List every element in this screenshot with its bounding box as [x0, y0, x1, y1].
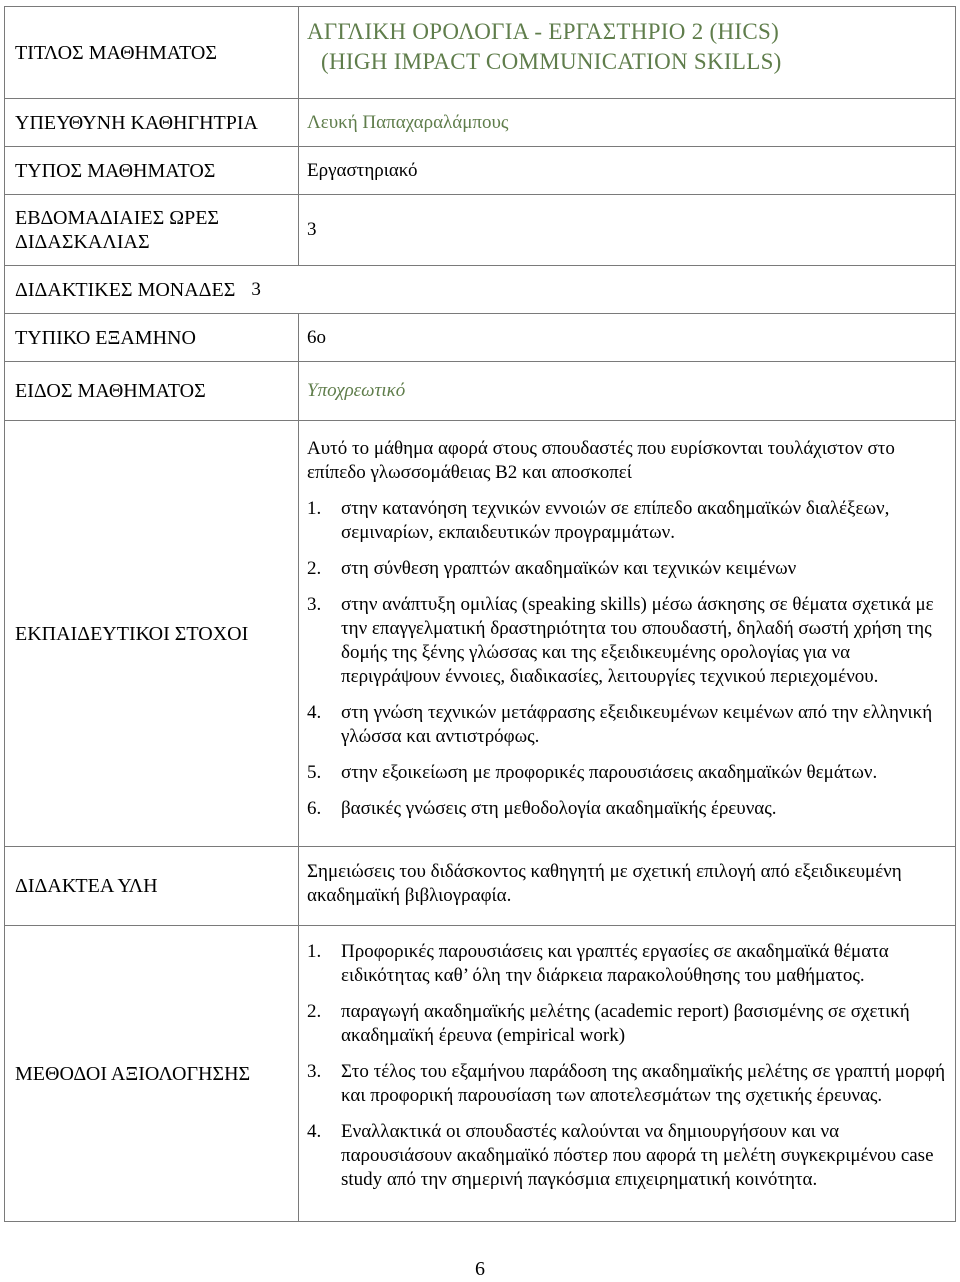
- row-course-kind: [4, 362, 956, 421]
- course-type-value: Εργαστηριακό: [298, 147, 956, 194]
- list-item-text: Στο τέλος του εξαμήνου παράδοση της ακαδημαϊκής μελέτης σε γραπτή μορφή και προφορική παρουσίαση των αποτελεσμάτων της σχετικής έρευνας.: [341, 1061, 946, 1106]
- list-item-text: βασικές γνώσεις στη μεθοδολογία ακαδημαϊκής έρευνας.: [341, 798, 777, 819]
- assessment-list: [307, 940, 945, 1192]
- list-item: [307, 1000, 945, 1048]
- label-course-material: ΔΙΔΑΚΤΕΑ ΥΛΗ: [15, 875, 158, 897]
- row-course-type: [4, 147, 956, 195]
- list-item-number: 3.: [307, 1061, 322, 1082]
- course-title-line1: ΑΓΓΛΙΚΗ ΟΡΟΛΟΓΙΑ - ΕΡΓΑΣΤΗΡΙΟ 2 (HICS): [307, 19, 780, 44]
- label-learning-goals: ΕΚΠΑΙΔΕΥΤΙΚΟΙ ΣΤΟΧΟΙ: [15, 622, 249, 645]
- label-weekly-hours: [5, 195, 298, 265]
- assessment-methods-value: [298, 926, 956, 1221]
- list-item: [307, 593, 945, 689]
- list-item-number: 5.: [307, 762, 322, 783]
- list-item: [307, 797, 945, 821]
- list-item-number: 1.: [307, 498, 322, 519]
- list-item-text: στη γνώση τεχνικών μετάφρασης εξειδικευμένων κειμένων από την ελληνική γλώσσα και αντιστρόφως.: [341, 702, 933, 747]
- list-item: [307, 497, 945, 545]
- row-semester: [4, 314, 956, 362]
- label-weekly-hours-line2: ΔΙΔΑΣΚΑΛΙΑΣ: [15, 231, 150, 253]
- list-item: [307, 761, 945, 785]
- list-item-number: 2.: [307, 1001, 322, 1022]
- learning-goals-list: [307, 497, 945, 821]
- list-item: [307, 557, 945, 581]
- list-item-text: στην ανάπτυξη ομιλίας (speaking skills) μέσω άσκησης σε θέματα σχετικά με την επαγγελματική δραστηριότητα του σπουδαστή, δηλαδή σωστή χρήση της δομής της ξένης γλώσσας και της εξειδικευμένης ορολογίας για να περιγράψουν έννοιες, διαδικασίες, λειτουργίες τεχνικού περιεχομένου.: [341, 594, 934, 687]
- instructor-value: Λευκή Παπαχαραλάμπους: [298, 99, 956, 146]
- course-material-value: Σημειώσεις του διδάσκοντος καθηγητή με σχετική επιλογή από εξειδικευμένη ακαδημαϊκή βιβλιογραφία.: [298, 847, 956, 925]
- learning-goals-value: [298, 421, 956, 846]
- label-instructor: ΥΠΕΥΘΥΝΗ ΚΑΘΗΓΗΤΡΙΑ: [15, 111, 258, 134]
- list-item-number: 1.: [307, 941, 322, 962]
- list-item-number: 4.: [307, 702, 322, 723]
- learning-goals-intro: Αυτό το μάθημα αφορά στους σπουδαστές που ευρίσκονται τουλάχιστον στο επίπεδο γλωσσομάθειας Β2 και αποσκοπεί: [307, 438, 895, 483]
- row-learning-goals: [4, 421, 956, 847]
- weekly-hours-value: 3: [298, 195, 956, 265]
- label-course-kind: ΕΙΔΟΣ ΜΑΘΗΜΑΤΟΣ: [15, 380, 206, 402]
- list-item-number: 6.: [307, 798, 322, 819]
- course-kind-value: Υποχρεωτικό: [298, 362, 956, 420]
- credits-value: 3: [251, 278, 261, 300]
- list-item-number: 2.: [307, 558, 322, 579]
- semester-value: 6ο: [298, 314, 956, 361]
- row-credits: [4, 266, 956, 314]
- list-item-text: παραγωγή ακαδημαϊκής μελέτης (academic report) βασισμένης σε σχετική ακαδημαϊκή έρευνα (empirical work): [341, 1001, 910, 1046]
- label-weekly-hours-line1: ΕΒΔΟΜΑΔΙΑΙΕΣ ΩΡΕΣ: [15, 207, 220, 229]
- list-item: [307, 1060, 945, 1108]
- list-item-text: στην κατανόηση τεχνικών εννοιών σε επίπεδο ακαδημαϊκών διαλέξεων, σεμιναρίων, εκπαιδευτικών προγραμμάτων.: [341, 498, 890, 543]
- label-semester: ΤΥΠΙΚΟ ΕΞΑΜΗΝΟ: [15, 326, 196, 349]
- page-number: 6: [475, 1258, 485, 1280]
- list-item: [307, 1120, 945, 1192]
- list-item-text: Εναλλακτικά οι σπουδαστές καλούνται να δημιουργήσουν και να παρουσιάσουν ακαδημαϊκό πόστερ που αφορά τη μελέτη συγκεκριμένου case study από την σημερινή παγκόσμια επιχειρηματική κοινότητα.: [341, 1121, 934, 1190]
- row-instructor: [4, 99, 956, 147]
- course-title-value: [298, 7, 956, 98]
- row-assessment-methods: [4, 926, 956, 1222]
- list-item-text: στην εξοικείωση με προφορικές παρουσιάσεις ακαδημαϊκών θεμάτων.: [341, 762, 878, 783]
- row-course-title: [4, 7, 956, 99]
- list-item-text: στη σύνθεση γραπτών ακαδημαϊκών και τεχνικών κειμένων: [341, 558, 797, 579]
- list-item-number: 4.: [307, 1121, 322, 1142]
- label-course-title: ΤΙΤΛΟΣ ΜΑΘΗΜΑΤΟΣ: [15, 41, 217, 64]
- list-item: [307, 701, 945, 749]
- list-item-text: Προφορικές παρουσιάσεις και γραπτές εργασίες σε ακαδημαϊκά θέματα ειδικότητας καθ’ όλη την διάρκεια παρακολούθησης του μαθήματος.: [341, 941, 889, 986]
- course-title-line2: (HIGH IMPACT COMMUNICATION SKILLS): [321, 49, 782, 74]
- course-info-table: [4, 6, 956, 1222]
- list-item-number: 3.: [307, 594, 322, 615]
- label-credits: ΔΙΔΑΚΤΙΚΕΣ ΜΟΝΑΔΕΣ: [15, 278, 236, 301]
- label-assessment-methods: ΜΕΘΟΔΟΙ ΑΞΙΟΛΟΓΗΣΗΣ: [15, 1062, 251, 1085]
- list-item: [307, 940, 945, 988]
- row-weekly-hours: [4, 195, 956, 266]
- row-course-material: [4, 847, 956, 926]
- label-course-type: ΤΥΠΟΣ ΜΑΘΗΜΑΤΟΣ: [15, 159, 216, 182]
